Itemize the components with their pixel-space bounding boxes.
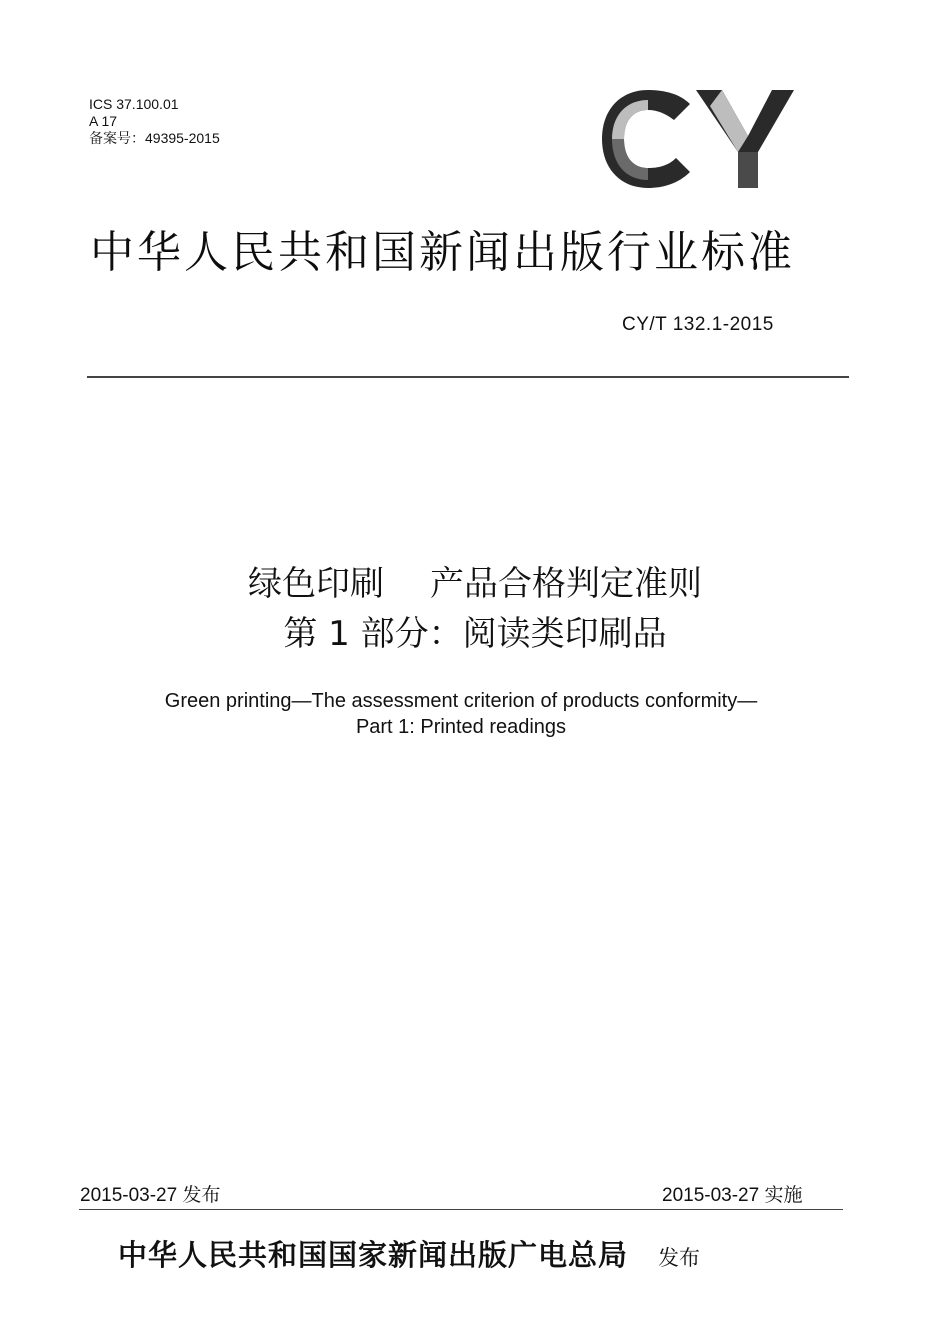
footer-divider: [79, 1209, 843, 1210]
chinese-title-part-2: 产品合格判定准则: [430, 564, 702, 604]
issuer-block: [118, 1233, 700, 1274]
header-divider: [87, 376, 849, 378]
cy-logo-icon: [598, 86, 794, 192]
chinese-title-line-2: 第 1 部分：阅读类印刷品: [283, 614, 667, 654]
class-code: A 17: [89, 113, 118, 129]
english-title-line-2: Part 1: Printed readings: [355, 716, 567, 738]
record-number: 备案号：49395-2015: [89, 130, 220, 146]
chinese-title-line-1: [0, 556, 950, 605]
issuer-name: 中华人民共和国国家新闻出版广电总局: [118, 1238, 629, 1272]
implementation-date: 2015-03-27 实施: [662, 1185, 803, 1206]
issue-date: 2015-03-27 发布: [80, 1185, 221, 1206]
issuer-suffix: 发布: [658, 1246, 701, 1270]
english-title-line-1: Green printing—The assessment criterion of products conformity—: [164, 690, 758, 712]
standard-number: CY/T 132.1-2015: [622, 314, 774, 335]
chinese-title-part-1: 绿色印刷: [248, 564, 384, 604]
ics-code: ICS 37.100.01: [89, 96, 179, 112]
agency-title: 中华人民共和国新闻出版行业标准: [90, 227, 795, 278]
